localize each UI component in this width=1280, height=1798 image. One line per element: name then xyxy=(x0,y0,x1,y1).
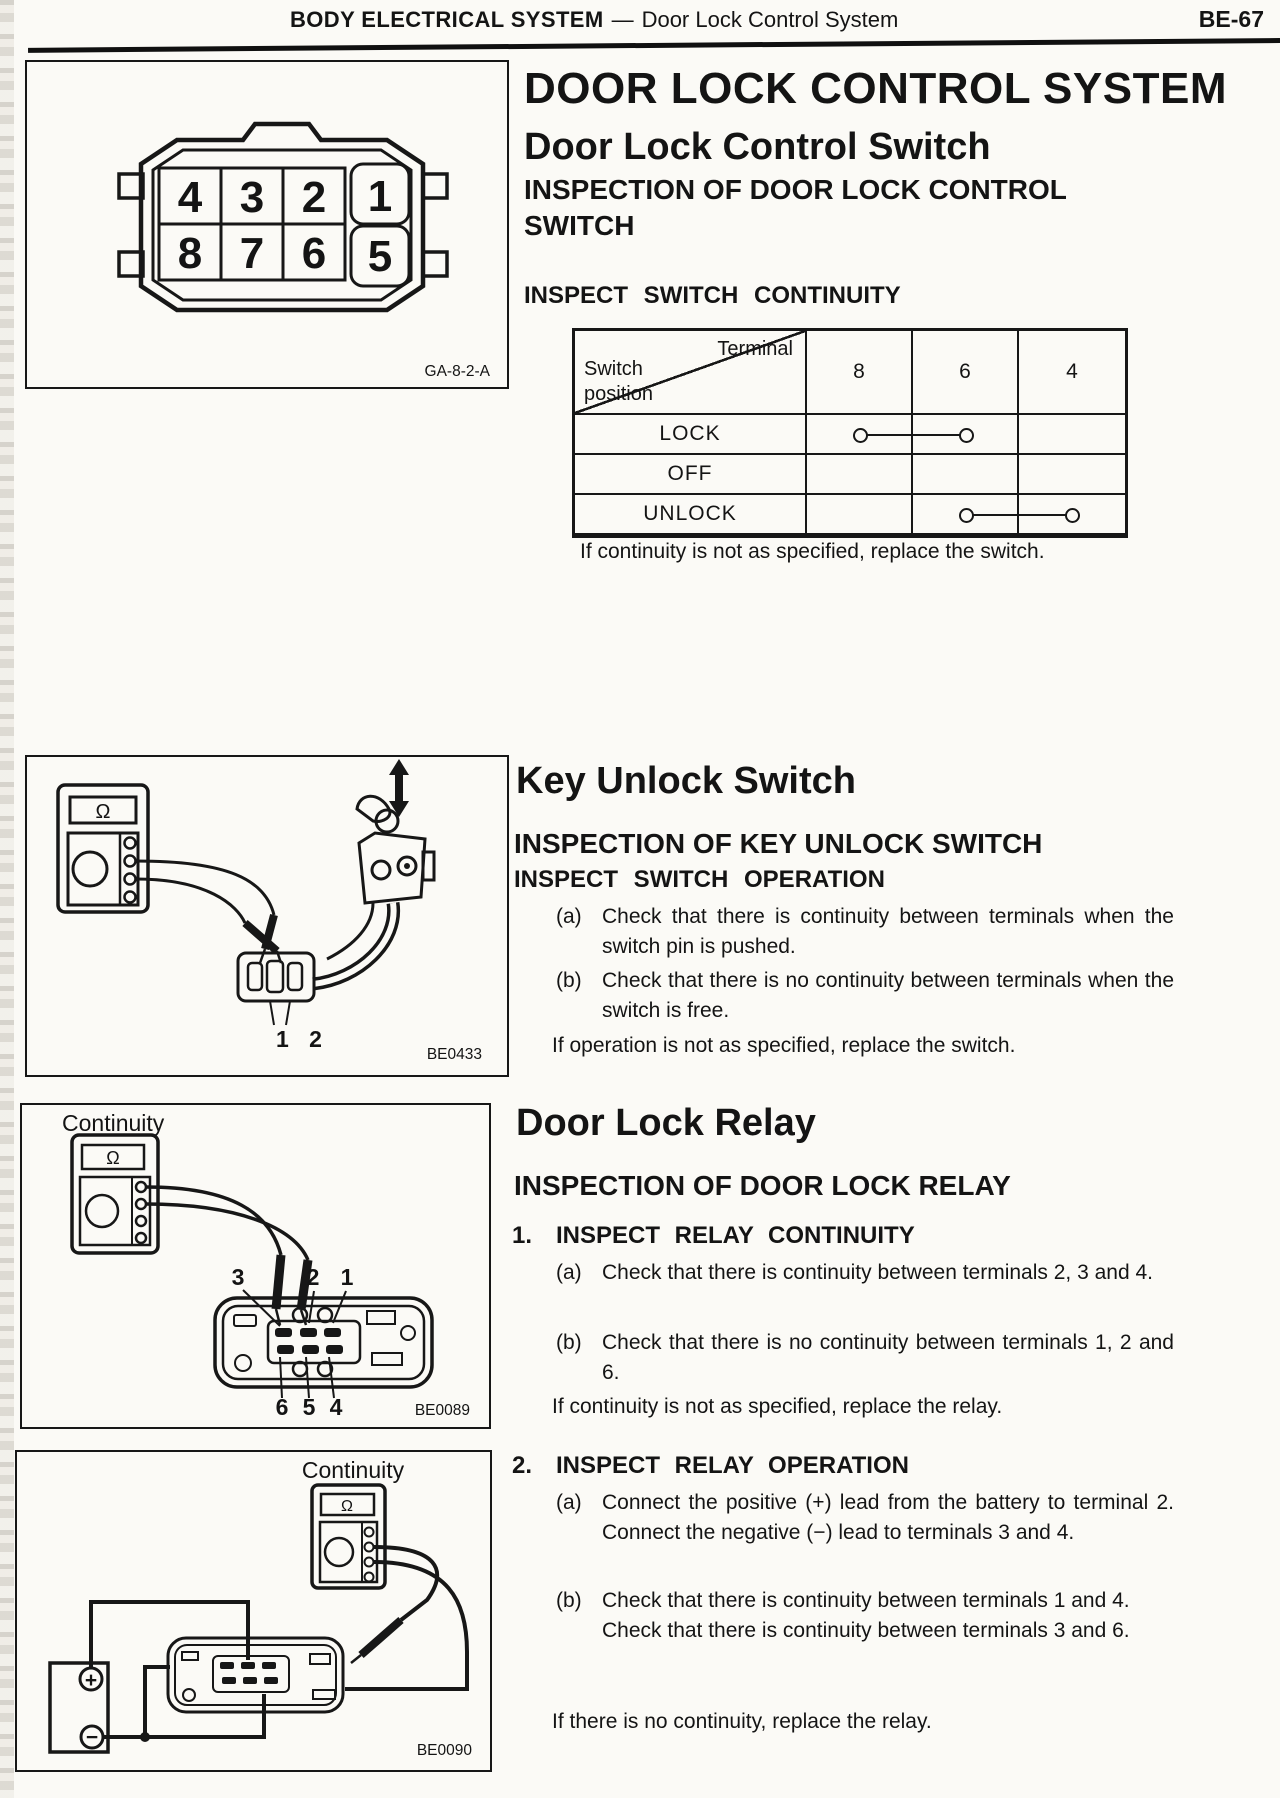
wire-junction-dot xyxy=(140,1732,150,1742)
pin-label: 4 xyxy=(329,1394,343,1420)
key-unlock-switch-drawing xyxy=(313,759,434,984)
test-leads xyxy=(136,861,281,963)
relay-note-1: If continuity is not as specified, replace the relay. xyxy=(552,1395,1003,1418)
figure-code: GA-8-2-A xyxy=(424,363,490,380)
continuity-label: Continuity xyxy=(62,1110,165,1136)
table-row xyxy=(575,415,1125,455)
pin-label: 1 xyxy=(367,172,393,221)
continuity-terminal-dot xyxy=(1065,508,1080,523)
pin-label: 5 xyxy=(302,1394,316,1420)
test-leads xyxy=(146,1187,308,1325)
figure-key-switch-box xyxy=(25,755,509,1077)
figure-code: BE0433 xyxy=(426,1046,482,1063)
table-corner-cell xyxy=(575,331,807,415)
ohm-symbol: Ω xyxy=(106,1148,120,1168)
header-section: BODY ELECTRICAL SYSTEM xyxy=(290,7,604,32)
pin-label: 2 xyxy=(301,173,327,222)
continuity-label: Continuity xyxy=(301,1457,405,1483)
circuit-wires xyxy=(91,1547,467,1737)
switch-note: If continuity is not as specified, replace the switch. xyxy=(580,540,1045,563)
figure-relay-operation-box xyxy=(15,1450,492,1772)
header-subsection: Door Lock Control System xyxy=(641,7,899,32)
column-header: 6 xyxy=(913,331,1019,415)
column-header: 4 xyxy=(1019,331,1125,415)
switch-title: Door Lock Control Switch xyxy=(524,126,991,168)
key-note: If operation is not as specified, replace the switch. xyxy=(552,1034,1016,1057)
list-item: (b) Check that there is continuity between terminals 1 and 4. Check that there is continuity between terminals 3 and 6. xyxy=(556,1589,1130,1642)
pin-label: 8 xyxy=(177,229,203,278)
relay-drawing xyxy=(215,1298,432,1387)
continuity-table xyxy=(572,328,1128,538)
pin-label: 6 xyxy=(301,229,327,278)
key-switch-figure xyxy=(27,757,503,1071)
continuity-terminal-dot xyxy=(853,428,868,443)
ohmmeter xyxy=(72,1135,158,1253)
corner-switch-position-label: Switch position xyxy=(584,358,653,405)
figure-connector-box xyxy=(25,60,509,389)
relay-drawing xyxy=(168,1638,343,1712)
page-header xyxy=(290,7,898,33)
list-item: (b) Check that there is no continuity between terminals when the switch is free. xyxy=(556,969,1174,1022)
continuity-terminal-dot xyxy=(959,428,974,443)
switch-heading: INSPECTION OF DOOR LOCK CONTROL SWITCH xyxy=(524,174,1067,241)
ohmmeter xyxy=(312,1485,385,1588)
connector-figure xyxy=(27,62,503,383)
list-item: (a) Check that there is continuity between terminals 2, 3 and 4. xyxy=(556,1261,1153,1284)
switch-connector-drawing xyxy=(238,953,314,1025)
ohm-symbol: Ω xyxy=(341,1498,353,1515)
pin-label: 1 xyxy=(340,1264,354,1290)
figure-code: BE0090 xyxy=(416,1742,472,1759)
pin-label: 2 xyxy=(306,1264,320,1290)
relay-note-2: If there is no continuity, replace the relay. xyxy=(552,1710,932,1733)
column-header: 8 xyxy=(807,331,913,415)
switch-step-heading: INSPECT SWITCH CONTINUITY xyxy=(524,282,901,309)
relay-title: Door Lock Relay xyxy=(516,1102,816,1144)
continuity-terminal-dot xyxy=(959,508,974,523)
continuity-wire xyxy=(860,434,966,437)
battery-plus: + xyxy=(84,1669,98,1692)
key-step-heading: INSPECT SWITCH OPERATION xyxy=(514,866,885,893)
relay-operation-figure xyxy=(17,1452,486,1766)
pin-label: 5 xyxy=(367,232,393,281)
list-item: (a) Connect the positive (+) lead from the battery to terminal 2. Connect the negative (−) lead to terminals 3 and 4. xyxy=(556,1491,1174,1544)
row-label: OFF xyxy=(575,455,807,495)
row-label: LOCK xyxy=(575,415,807,455)
continuity-wire xyxy=(966,514,1072,517)
list-item: (b) Check that there is no continuity between terminals 1, 2 and 6. xyxy=(556,1331,1174,1384)
battery-drawing xyxy=(50,1663,108,1752)
relay-continuity-figure xyxy=(22,1105,485,1423)
table-header-row xyxy=(575,331,1125,415)
test-lead-probe xyxy=(351,1620,401,1663)
figure-code: BE0089 xyxy=(414,1402,470,1419)
relay-heading: INSPECTION OF DOOR LOCK RELAY xyxy=(514,1170,1011,1201)
header-rule xyxy=(28,38,1280,53)
system-title: DOOR LOCK CONTROL SYSTEM xyxy=(524,64,1227,113)
ohm-symbol: Ω xyxy=(95,801,111,823)
ohmmeter xyxy=(58,785,148,912)
pin-label: 6 xyxy=(275,1394,289,1420)
page-number: BE-67 xyxy=(1198,6,1264,32)
battery-minus: − xyxy=(85,1726,99,1749)
pin-label: 3 xyxy=(239,173,265,222)
key-title: Key Unlock Switch xyxy=(516,760,856,802)
table-row xyxy=(575,455,1125,495)
pin-label: 3 xyxy=(231,1264,245,1290)
header-dash: — xyxy=(611,7,634,32)
relay-step-1: 1. INSPECT RELAY CONTINUITY xyxy=(512,1222,915,1249)
list-item: (a) Check that there is continuity between terminals when the switch pin is pushed. xyxy=(556,905,1174,958)
figure-relay-continuity-box xyxy=(20,1103,491,1429)
corner-terminal-label: Terminal xyxy=(717,338,793,360)
pin-label: 7 xyxy=(239,229,265,278)
scan-artifact xyxy=(0,0,14,1798)
pin-label: 4 xyxy=(177,173,203,222)
key-heading: INSPECTION OF KEY UNLOCK SWITCH xyxy=(514,828,1043,859)
terminal-labels: 1 2 xyxy=(276,1026,329,1052)
connector-drawing xyxy=(119,124,447,310)
row-label: UNLOCK xyxy=(575,495,807,535)
relay-pin-numbers xyxy=(232,1264,354,1420)
relay-step-2: 2. INSPECT RELAY OPERATION xyxy=(512,1452,909,1479)
